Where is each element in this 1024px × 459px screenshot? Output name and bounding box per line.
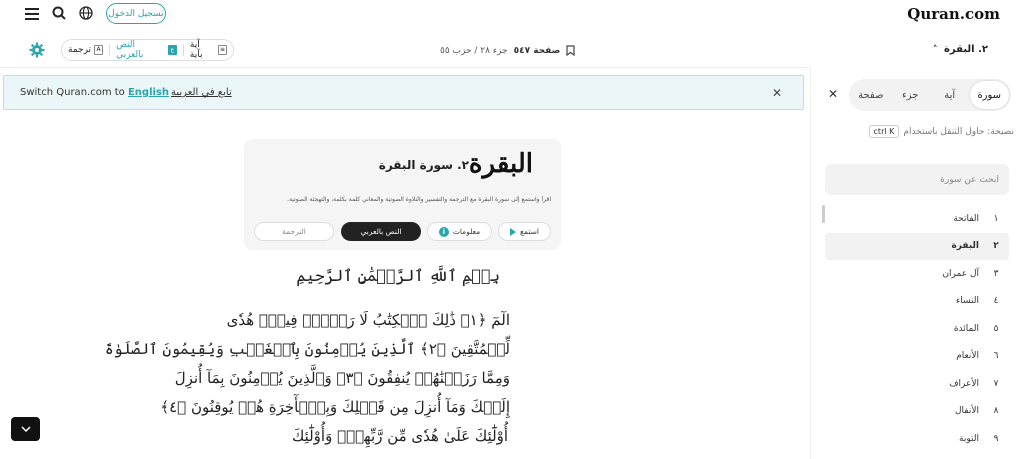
keyboard-tip <box>869 125 1014 138</box>
search-icon[interactable] <box>51 5 67 21</box>
shortcut-key: ctrl K <box>869 125 900 138</box>
globe-icon[interactable] <box>78 5 94 21</box>
listen-label: استمع <box>520 227 539 236</box>
surah-list <box>825 205 1009 453</box>
surah-name: الأعراف <box>949 378 979 389</box>
surah-list-item[interactable] <box>825 370 1009 398</box>
tip-text: نصيحة: حاول التنقل باستخدام <box>903 126 1014 137</box>
mushaf-line: إِلَيۡكَ وَمَآ أُنزِلَ مِن قَبۡلِكَ وَبِٱلۡأٓخِرَةِ هُمۡ يُوقِنُونَ ﴿٤﴾ <box>160 398 510 416</box>
page-info <box>440 45 575 56</box>
close-icon[interactable]: ✕ <box>772 86 783 100</box>
login-button[interactable]: تسجيل الدخول <box>106 3 166 24</box>
bismillah: بِسۡمِ ٱللَّهِ ٱلرَّحۡمَٰنِ ٱلرَّحِيمِ <box>296 266 500 285</box>
juz-hizb: جزء ٢٨ / حزب ٥٥ <box>440 45 508 56</box>
reading-icon: ع <box>168 45 177 55</box>
current-surah-selector[interactable] <box>933 44 988 55</box>
translation-button[interactable]: الترجمة <box>254 222 334 241</box>
surah-number: ٣ <box>993 268 999 279</box>
top-navbar <box>0 0 1024 30</box>
surah-number: ١ <box>993 213 999 224</box>
tab-surah[interactable]: سورة <box>970 81 1010 109</box>
chevron-down-icon <box>21 426 31 432</box>
surah-number: ٧ <box>993 378 999 389</box>
tab-juz[interactable]: جزء <box>902 89 919 101</box>
surah-number: ٤ <box>993 296 999 307</box>
sidebar-tabs <box>849 79 1011 111</box>
continue-arabic-link[interactable]: تابع في العربية <box>171 87 232 98</box>
surah-list-item[interactable] <box>825 315 1009 343</box>
audio-player-toggle-button[interactable] <box>11 417 40 441</box>
mushaf-line: وَمِمَّا رَزَقۡنَٰهُمۡ يُنفِقُونَ ﴿٣﴾ وَٱلَّذِينَ يُؤۡمِنُونَ بِمَآ أُنزِلَ <box>174 369 510 387</box>
bookmark-icon[interactable] <box>566 45 575 56</box>
surah-name: البقرة <box>951 241 979 252</box>
context-bar <box>0 36 1024 64</box>
banner-prefix: Switch Quran.com to <box>20 87 128 98</box>
surah-calligraphy: البقرة <box>468 149 533 179</box>
surah-header-card <box>244 139 561 250</box>
chevron-up-icon: ˄ <box>933 45 938 55</box>
surah-number: ٩ <box>993 433 999 444</box>
surah-list-item[interactable] <box>825 343 1009 371</box>
arabic-text-button[interactable]: النص بالعربي <box>341 222 421 241</box>
mushaf-line: أُوْلَٰٓئِكَ عَلَىٰ هُدٗى مِّن رَّبِّهِمۡۖ وَأُوْلَٰٓئِكَ <box>291 427 509 445</box>
verse-by-verse-label: آية بآية <box>189 40 203 60</box>
reading-mode-toggle <box>61 39 234 61</box>
info-button[interactable] <box>427 222 492 241</box>
reading-label: النص بالعربي <box>116 40 144 60</box>
translation-label: ترجمة <box>68 45 92 55</box>
surah-number: ٦ <box>993 351 999 362</box>
surah-name: آل عمران <box>942 268 979 279</box>
surah-name: الفاتحة <box>953 213 979 224</box>
mode-verse-by-verse[interactable] <box>184 40 233 60</box>
mushaf-line: لِّلۡمُتَّقِينَ ﴿٢﴾ ٱلَّذِينَ يُؤۡمِنُونَ بِٱلۡغَيۡبِ وَيُقِيمُونَ ٱلصَّلَوٰةَ <box>104 340 510 358</box>
surah-name: الأنعام <box>956 351 979 362</box>
verse-by-verse-icon: ≡ <box>220 46 226 53</box>
surah-number: ٨ <box>993 406 999 417</box>
menu-icon[interactable] <box>24 6 40 22</box>
tab-page[interactable]: صفحة <box>858 89 884 101</box>
surah-name: المائدة <box>953 323 979 334</box>
translation-icon: A <box>94 45 103 55</box>
mode-translation[interactable] <box>62 40 109 60</box>
surah-list-item[interactable] <box>825 425 1009 453</box>
listen-button[interactable] <box>498 222 551 241</box>
current-surah-label: ٢. البقرة <box>944 44 988 55</box>
mushaf-line: الٓمٓ ﴿١﴾ ذَٰلِكَ ٱلۡكِتَٰبُ لَا رَيۡبَۛ فِيهِۛ هُدٗى <box>226 311 510 329</box>
surah-name: النساء <box>956 296 979 307</box>
surah-number: ٢ <box>993 241 999 252</box>
header-divider <box>0 67 810 68</box>
site-logo[interactable]: Quran.com <box>907 5 1000 23</box>
switch-english-link[interactable]: English <box>127 87 170 98</box>
surah-number: ٥ <box>993 323 999 334</box>
surah-name: التوبة <box>959 433 979 444</box>
navigation-sidebar <box>810 68 1024 459</box>
info-label: معلومات <box>452 227 481 236</box>
surah-list-item[interactable] <box>825 288 1009 316</box>
page-number: صفحة ٥٤٧ <box>513 45 561 56</box>
surah-list-item[interactable] <box>825 260 1009 288</box>
surah-list-item[interactable] <box>825 398 1009 426</box>
surah-search-input[interactable] <box>825 164 1009 195</box>
surah-list-item-active[interactable] <box>825 233 1009 261</box>
play-icon <box>510 228 516 236</box>
close-sidebar-icon[interactable]: ✕ <box>828 87 839 101</box>
surah-description: اقرأ واستمع إلى سورة البقرة مع الترجمة والتفسير والتلاوة الصوتية والمعاني كلمة بكلمة، والتهجئة الصوتية. <box>287 196 551 203</box>
banner-message <box>20 87 169 98</box>
tab-verse[interactable]: آية <box>944 89 956 101</box>
surah-name: الأنفال <box>955 406 979 417</box>
settings-gear-icon[interactable] <box>28 41 45 58</box>
language-banner <box>3 75 804 110</box>
info-icon: i <box>439 227 449 237</box>
surah-list-item[interactable] <box>825 205 1009 233</box>
surah-title: ٢. سورة البقرة <box>378 158 469 172</box>
mode-reading[interactable] <box>110 40 183 60</box>
